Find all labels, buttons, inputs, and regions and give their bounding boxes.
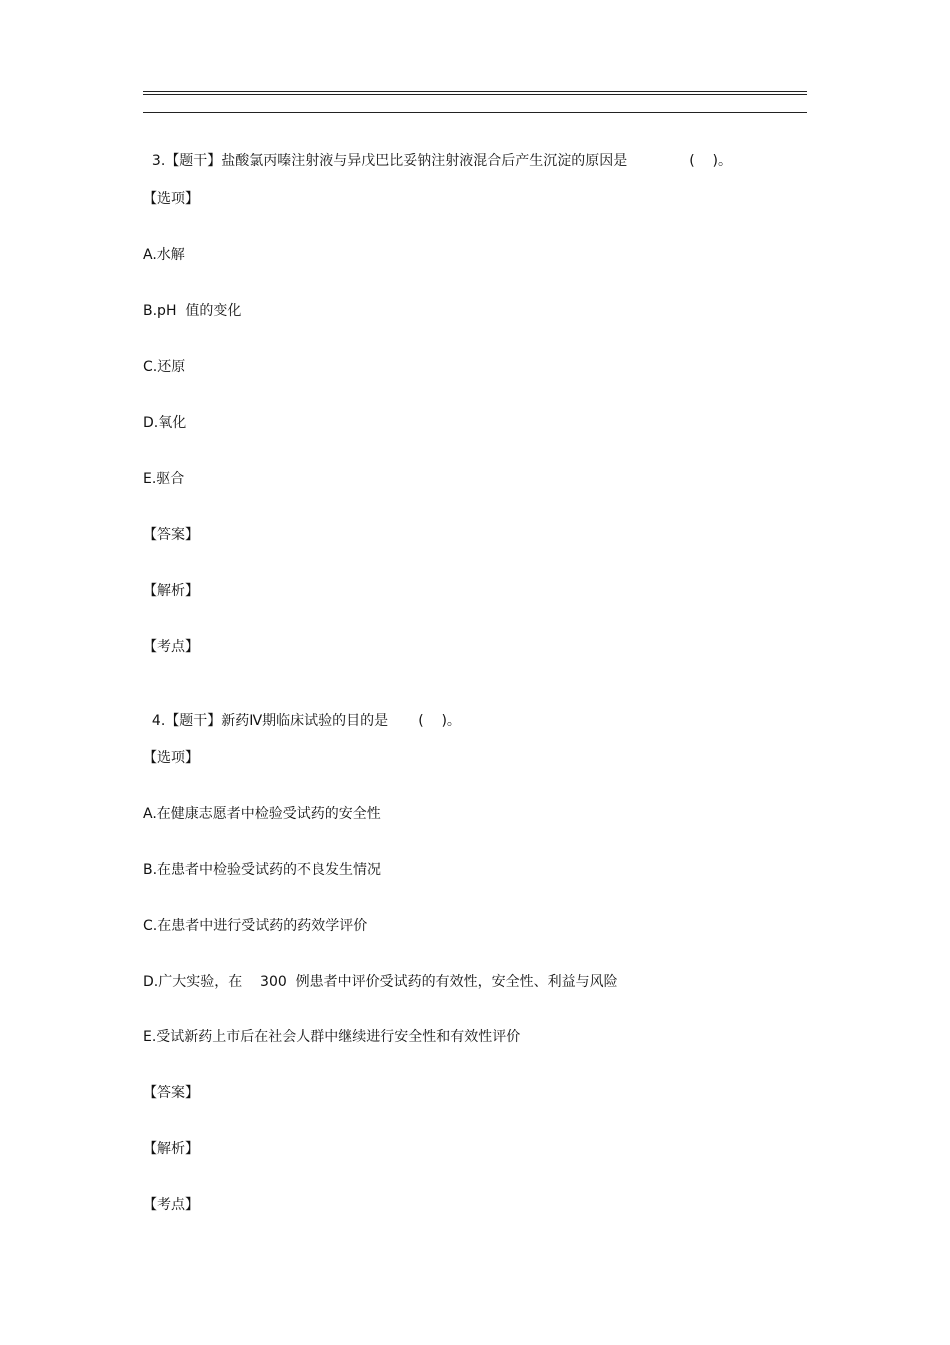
q4-stem-line xyxy=(143,694,461,730)
q4-option-e: E.受试新药上市后在社会人群中继续进行安全性和有效性评价 xyxy=(143,1029,521,1045)
q3-option-c: C.还原 xyxy=(143,359,186,375)
q4-option-b: B.在患者中检验受试药的不良发生情况 xyxy=(143,862,382,878)
q3-option-b: B.pH 值的变化 xyxy=(143,303,242,319)
q4-paren: ( )。 xyxy=(418,713,461,729)
header-double-rule-top xyxy=(143,91,807,92)
q3-answer-label: 【答案】 xyxy=(143,527,199,543)
q4-option-a: A.在健康志愿者中检验受试药的安全性 xyxy=(143,806,381,822)
q4-point-label: 【考点】 xyxy=(143,1197,199,1213)
header-double-rule-bottom xyxy=(143,94,807,95)
q4-options-header: 【选项】 xyxy=(143,750,199,766)
q4-answer-label: 【答案】 xyxy=(143,1085,199,1101)
q3-option-d: D.氧化 xyxy=(143,415,187,431)
q3-paren: ( )。 xyxy=(689,153,732,169)
header-rule xyxy=(143,112,807,113)
q3-stem-line xyxy=(143,134,732,170)
q3-stem: 3.【题干】盐酸氯丙嗪注射液与异戊巴比妥钠注射液混合后产生沉淀的原因是 xyxy=(151,153,628,169)
q4-analysis-label: 【解析】 xyxy=(143,1141,199,1157)
q4-option-d: D.广大实验，在 300 例患者中评价受试药的有效性，安全性、利益与风险 xyxy=(143,974,618,990)
q4-stem: 4.【题干】新药Ⅳ期临床试验的目的是 xyxy=(151,713,389,729)
q3-option-a: A.水解 xyxy=(143,247,185,263)
q3-option-e: E.驱合 xyxy=(143,471,185,487)
q3-analysis-label: 【解析】 xyxy=(143,583,199,599)
q3-options-header: 【选项】 xyxy=(143,191,199,207)
q4-option-c: C.在患者中进行受试药的药效学评价 xyxy=(143,918,368,934)
q3-point-label: 【考点】 xyxy=(143,639,199,655)
